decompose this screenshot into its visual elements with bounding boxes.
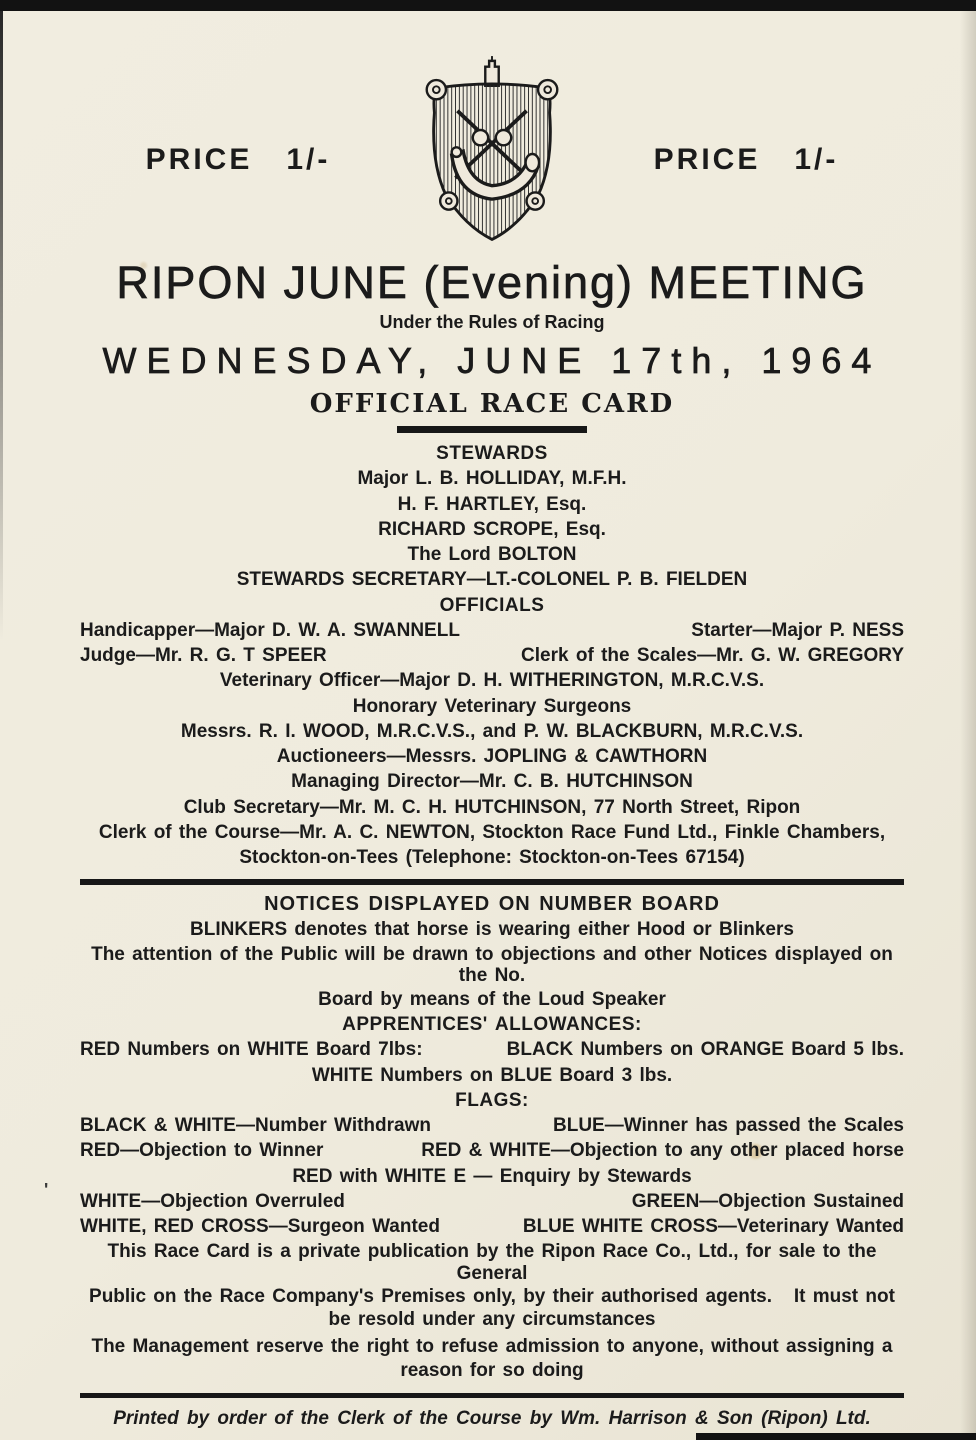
meeting-date: WEDNESDAY, JUNE 17th, 1964: [102, 340, 882, 381]
notices-heading: NOTICES DISPLAYED ON NUMBER BOARD: [264, 892, 720, 915]
flags-row: [80, 1140, 904, 1161]
attention-note: Board by means of the Loud Speaker: [318, 988, 666, 1010]
flag-white: WHITE—Objection Overruled: [80, 1190, 345, 1212]
official-starter: Starter—Major P. NESS: [691, 619, 904, 641]
official-club-secretary: Club Secretary—Mr. M. C. H. HUTCHINSON, 77 North Street, Ripon: [183, 796, 801, 818]
flag-red-white-e: RED with WHITE E — Enquiry by Stewards: [292, 1165, 692, 1187]
official-clerk-of-scales: Clerk of the Scales—Mr. G. W. GREGORY: [521, 645, 904, 667]
disclaimer-text: be resold under any circumstances: [328, 1309, 656, 1331]
page-title: RIPON JUNE (Evening) MEETING: [116, 257, 868, 308]
officials-heading: OFFICIALS: [439, 594, 545, 616]
steward-name: Major L. B. HOLLIDAY, M.F.H.: [357, 468, 627, 490]
page-content: [0, 11, 976, 1430]
steward-name: The Lord BOLTON: [407, 544, 577, 566]
management-notice: The Management reserve the right to refuse admission to anyone, without assigning a: [91, 1336, 893, 1358]
section-divider: [80, 879, 904, 885]
apprentices-row: [80, 1039, 904, 1060]
steward-name: RICHARD SCROPE, Esq.: [378, 518, 606, 540]
apprentices-heading: APPRENTICES' ALLOWANCES:: [342, 1013, 642, 1035]
official-race-card-label: OFFICIAL RACE CARD: [309, 389, 675, 419]
flag-white-red-cross: WHITE, RED CROSS—Surgeon Wanted: [80, 1216, 440, 1238]
footer-divider: [80, 1393, 904, 1398]
official-auctioneers: Auctioneers—Messrs. JOPLING & CAWTHORN: [276, 746, 708, 768]
club-crest: [396, 55, 588, 253]
officials-row: [80, 645, 904, 666]
flag-blue-white-cross: BLUE WHITE CROSS—Veterinary Wanted: [522, 1216, 904, 1238]
scan-edge-bottom: [696, 1433, 976, 1440]
official-handicapper: Handicapper—Major D. W. A. SWANNELL: [80, 619, 460, 641]
official-clerk-of-course: Clerk of the Course—Mr. A. C. NEWTON, Stockton Race Fund Ltd., Finkle Chambers,: [98, 821, 886, 843]
rules-subtitle: Under the Rules of Racing: [379, 312, 605, 332]
honorary-surgeons-names: Messrs. R. I. WOOD, M.R.C.V.S., and P. W. BLACKBURN, M.R.C.V.S.: [180, 720, 804, 742]
price-right: PRICE 1/-: [653, 143, 839, 176]
flags-row: [80, 1115, 904, 1136]
official-managing-director: Managing Director—Mr. C. B. HUTCHINSON: [291, 771, 693, 793]
apprentice-allowance-red: RED Numbers on WHITE Board 7lbs:: [80, 1039, 423, 1061]
masthead: [80, 55, 904, 253]
steward-name: H. F. HARTLEY, Esq.: [397, 493, 587, 515]
apprentice-allowance-black: BLACK Numbers on ORANGE Board 5 lbs.: [506, 1039, 904, 1061]
flag-red: RED—Objection to Winner: [80, 1140, 324, 1162]
attention-note: The attention of the Public will be drawn to objections and other Notices displayed on the No.: [91, 944, 901, 987]
stewards-secretary: STEWARDS SECRETARY—LT.-COLONEL P. B. FIELDEN: [236, 569, 748, 591]
flag-blue: BLUE—Winner has passed the Scales: [553, 1115, 904, 1137]
flags-row: [80, 1216, 904, 1237]
flags-row: [80, 1191, 904, 1212]
official-judge: Judge—Mr. R. G. T SPEER: [80, 645, 327, 667]
apprentice-allowance-white: WHITE Numbers on BLUE Board 3 lbs.: [311, 1064, 673, 1086]
flag-green: GREEN—Objection Sustained: [631, 1190, 904, 1212]
title-underline: [397, 426, 587, 433]
scan-edge-top: [0, 0, 976, 11]
blinkers-note: BLINKERS denotes that horse is wearing either Hood or Blinkers: [190, 918, 794, 940]
flag-black-white: BLACK & WHITE—Number Withdrawn: [80, 1115, 431, 1137]
management-notice: reason for so doing: [400, 1359, 584, 1381]
disclaimer-text: This Race Card is a private publication by the Ripon Race Co., Ltd., for sale to the General: [107, 1241, 884, 1284]
honorary-surgeons-heading: Honorary Veterinary Surgeons: [352, 695, 632, 717]
flags-heading: FLAGS:: [455, 1089, 529, 1111]
stewards-heading: STEWARDS: [436, 443, 548, 464]
disclaimer-text: Public on the Race Company's Premises only, by their authorised agents. It must not: [89, 1285, 895, 1307]
printed-by-credit: Printed by order of the Clerk of the Course by Wm. Harrison & Son (Ripon) Ltd.: [113, 1407, 871, 1429]
ink-speck: ': [44, 1180, 49, 1200]
price-left: PRICE 1/-: [145, 143, 331, 176]
official-veterinary-officer: Veterinary Officer—Major D. H. WITHERINGTON, M.R.C.V.S.: [219, 670, 765, 692]
official-clerk-of-course-contact: Stockton-on-Tees (Telephone: Stockton-on-Tees 67154): [239, 847, 745, 869]
crest-shield-icon: [396, 55, 588, 253]
flag-red-white: RED & WHITE—Objection to any other placed horse: [421, 1140, 904, 1162]
officials-row: [80, 620, 904, 641]
